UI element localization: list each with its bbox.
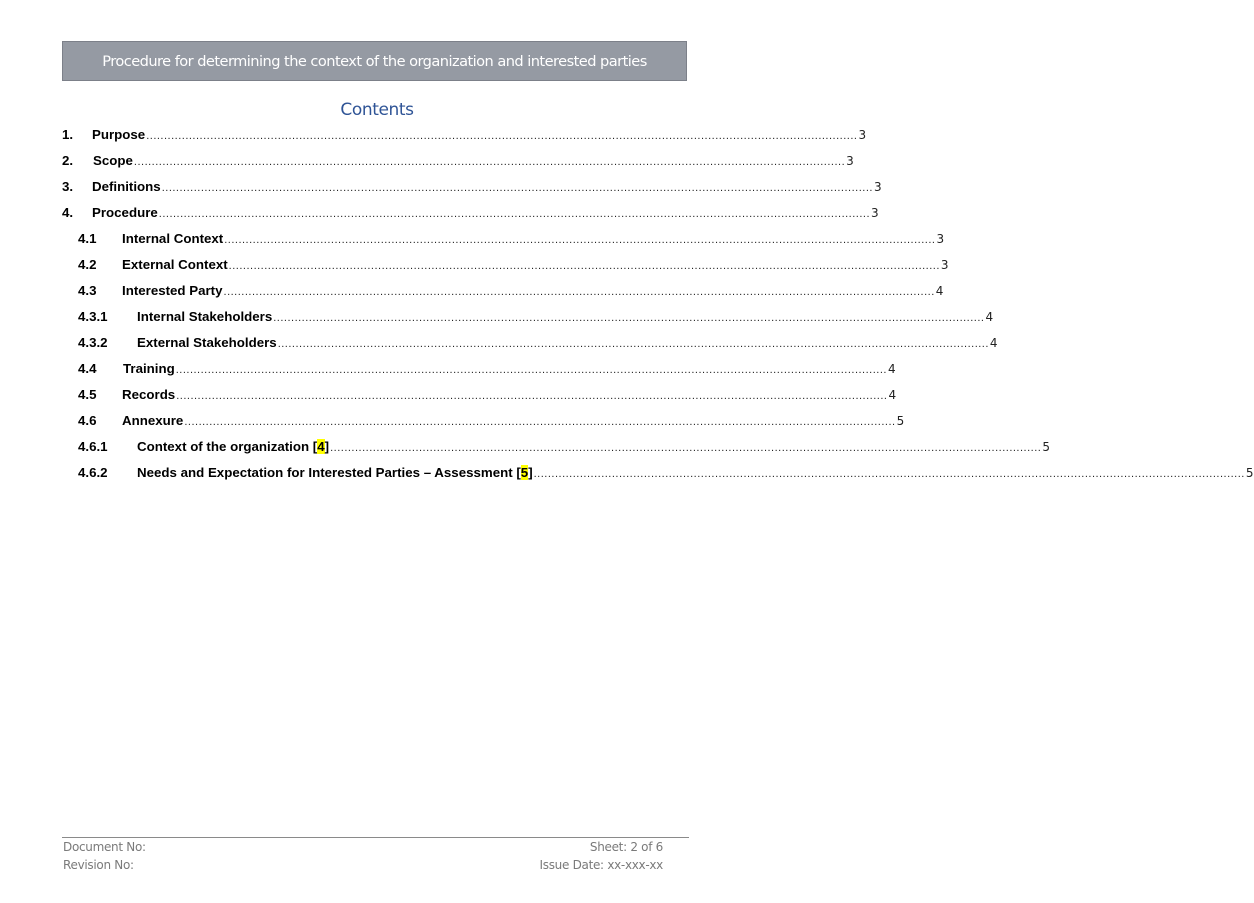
toc-entry-page: 5 — [896, 414, 905, 428]
toc-entry-number: 4.6.2 — [78, 465, 108, 480]
toc-entry-label: Annexure — [122, 413, 184, 428]
footer-sheet: Sheet: 2 of 6 — [589, 840, 663, 854]
toc-entry-page: 5 — [1042, 440, 1050, 454]
toc-entry-label-text: Context of the organization [ — [137, 439, 318, 454]
toc-entry-page: 4 — [888, 388, 897, 402]
toc-entry[interactable] — [62, 387, 897, 405]
toc-entry-label: Procedure — [92, 205, 158, 220]
highlighted-reference: 4 — [317, 439, 325, 454]
toc-entry[interactable] — [62, 309, 994, 327]
toc-entry-number: 4.2 — [78, 257, 97, 272]
toc-entry[interactable] — [62, 205, 879, 223]
toc-entry-label: External Context — [122, 257, 228, 272]
toc-entry[interactable] — [62, 335, 998, 353]
toc-entry-page: 3 — [936, 232, 945, 246]
toc-leader-dots: ........................................................................................................................................................................................................ — [161, 182, 873, 194]
toc-entry[interactable] — [62, 413, 905, 431]
toc-entry-label: Internal Stakeholders — [137, 309, 273, 324]
toc-entry-number: 4.3.2 — [78, 335, 108, 350]
toc-entry-page: 3 — [858, 128, 867, 142]
toc-entry-label: Records — [122, 387, 176, 402]
toc-entry[interactable] — [62, 153, 854, 171]
toc-entry-label-text: Needs and Expectation for Interested Parties – Assessment [ — [137, 465, 521, 480]
toc-entry[interactable] — [62, 127, 867, 145]
toc-leader-dots: ........................................................................................................................................................................................................ — [330, 442, 1042, 454]
footer-divider — [62, 837, 689, 838]
toc-entry-page: 4 — [989, 336, 998, 350]
toc-leader-dots: ........................................................................................................................................................................................................ — [184, 416, 896, 428]
toc-entry[interactable] — [62, 465, 1254, 483]
toc-entry-label: Internal Context — [122, 231, 224, 246]
footer-issue-date: Issue Date: xx-xxx-xx — [539, 858, 663, 872]
toc-leader-dots: ........................................................................................................................................................................................................ — [175, 364, 887, 376]
toc-entry[interactable] — [62, 231, 945, 249]
toc-entry-number: 4.6 — [78, 413, 97, 428]
toc-entry-label-end: ] — [324, 439, 330, 454]
toc-entry-label-end: ] — [528, 465, 533, 480]
toc-entry-label: Training — [123, 361, 175, 376]
toc-entry-number: 3. — [62, 179, 74, 194]
toc-leader-dots: ........................................................................................................................................................................................................ — [224, 234, 936, 246]
toc-leader-dots: ........................................................................................................................................................................................................ — [533, 468, 1245, 480]
toc-leader-dots: ........................................................................................................................................................................................................ — [223, 286, 935, 298]
toc-entry-number: 4. — [62, 205, 74, 220]
toc-entry-page: 4 — [935, 284, 944, 298]
toc-entry[interactable] — [62, 439, 1050, 457]
highlighted-reference: 5 — [520, 465, 529, 480]
toc-leader-dots: ........................................................................................................................................................................................................ — [146, 130, 858, 142]
toc-entry-page: 3 — [873, 180, 882, 194]
toc-leader-dots: ........................................................................................................................................................................................................ — [158, 208, 871, 220]
toc-entry-page: 3 — [871, 206, 879, 220]
toc-entry[interactable] — [62, 179, 882, 197]
toc-entry-page: 3 — [846, 154, 854, 168]
toc-leader-dots: ........................................................................................................................................................................................................ — [228, 260, 940, 272]
document-title: Procedure for determining the context of the organization and interested parties — [102, 52, 647, 70]
footer-document-no: Document No: — [63, 840, 146, 854]
toc-entry-page: 4 — [985, 310, 994, 324]
toc-entry-page: 5 — [1245, 466, 1254, 480]
toc-leader-dots: ........................................................................................................................................................................................................ — [277, 338, 989, 350]
toc-leader-dots: ........................................................................................................................................................................................................ — [133, 156, 846, 168]
toc-entry-number: 4.3.1 — [78, 309, 108, 324]
toc-entry-number: 1. — [62, 127, 74, 142]
toc-entry-number: 4.6.1 — [78, 439, 108, 454]
toc-entry-number: 4.5 — [78, 387, 97, 402]
document-title-banner — [62, 41, 687, 81]
toc-entry-page: 3 — [940, 258, 949, 272]
toc-entry-page: 4 — [887, 362, 896, 376]
toc-entry-number: 4.3 — [78, 283, 97, 298]
toc-entry-label: Scope — [93, 153, 133, 168]
toc-entry[interactable] — [62, 257, 949, 275]
toc-entry[interactable] — [62, 283, 944, 301]
toc-leader-dots: ........................................................................................................................................................................................................ — [273, 312, 985, 324]
toc-leader-dots: ........................................................................................................................................................................................................ — [176, 390, 888, 402]
toc-entry-label — [137, 439, 329, 454]
toc-entry-label: External Stakeholders — [137, 335, 277, 350]
footer-revision-no: Revision No: — [63, 858, 134, 872]
contents-heading: Contents — [340, 100, 414, 120]
toc-entry-label: Interested Party — [122, 283, 223, 298]
toc-entry-label: Definitions — [92, 179, 161, 194]
toc-entry-number: 4.4 — [78, 361, 97, 376]
toc-entry-label — [137, 465, 533, 480]
toc-entry-number: 4.1 — [78, 231, 97, 246]
toc-entry-label: Purpose — [92, 127, 146, 142]
toc-entry-number: 2. — [62, 153, 74, 168]
toc-entry[interactable] — [62, 361, 896, 379]
